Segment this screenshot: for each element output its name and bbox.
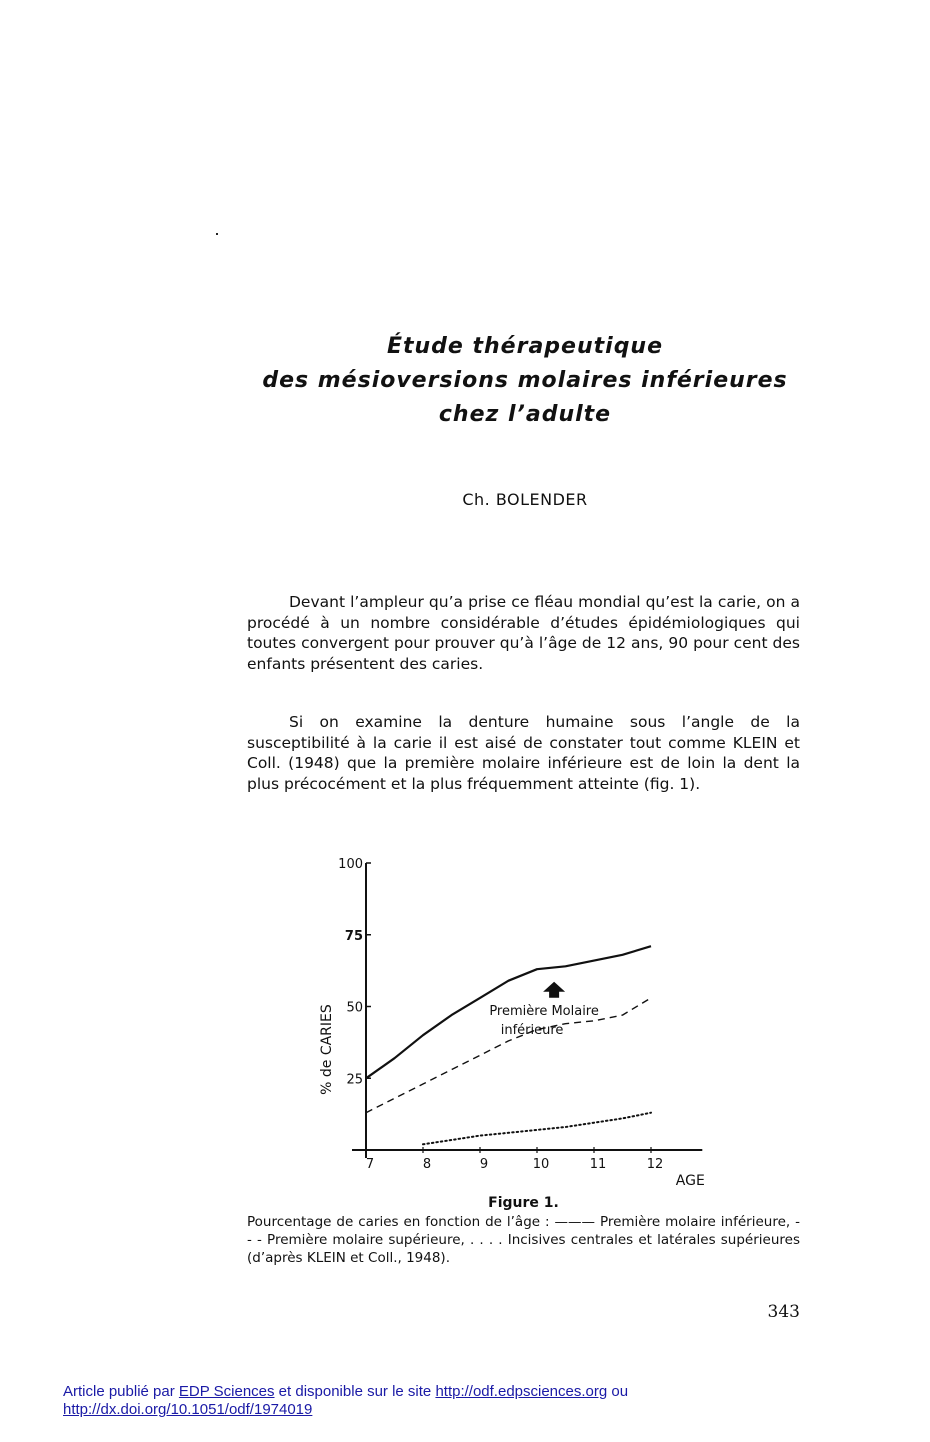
x-tick-label: 7 (365, 1157, 375, 1172)
author-name: Ch. BOLENDER (462, 490, 588, 509)
y-axis-label: % de CARIES (319, 1004, 335, 1095)
doi-link[interactable]: http://dx.doi.org/10.1051/odf/1974019 (63, 1401, 313, 1418)
x-tick-label: 10 (532, 1157, 550, 1172)
title-line-3: chez l’adulte (438, 402, 612, 427)
edp-sciences-link[interactable]: EDP Sciences (178, 1383, 275, 1400)
arrow-up-icon (543, 982, 565, 998)
title-line-1: Étude thérapeutique (386, 334, 664, 359)
series-line-dotted (423, 1113, 651, 1145)
odf-site-link[interactable]: http://odf.edpsciences.org (435, 1383, 608, 1400)
y-tick-label: 50 (346, 1000, 363, 1016)
page-number: 343 (767, 1302, 800, 1322)
paragraph-2: Si on examine la denture humaine sous l’angle de la susceptibilité à la carie il est aisé de constater tout comme KLEIN et Coll. (1948) que la première molaire inférieure est de loin la dent la plus précocément et la plus fréquemment atteinte (fig. 1). (247, 713, 800, 793)
caries-line-chart (300, 850, 740, 1190)
publisher-footer (63, 1383, 913, 1419)
x-tick-label: 8 (422, 1157, 432, 1172)
x-axis-label: AGE (675, 1173, 705, 1189)
annotation-line-1: Première Molaire (489, 1003, 599, 1019)
y-tick-label: 100 (338, 857, 363, 872)
footer-text-1: Article publié par (63, 1383, 179, 1400)
footer-text-3: ou (607, 1383, 629, 1400)
footer-text-2: et disponible sur le site (274, 1383, 436, 1400)
y-tick-label: 75 (344, 928, 363, 944)
figure-caption: Pourcentage de caries en fonction de l’âge : ——— Première molaire inférieure, - - - Première molaire supérieure, . . . . Incisives centrales et latérales supérieures (d’après KLEIN et Coll., 1948). (247, 1214, 800, 1266)
figure-title: Figure 1. (488, 1195, 559, 1211)
article-title (230, 330, 820, 432)
y-tick-label: 25 (346, 1072, 363, 1088)
stray-mark (216, 233, 218, 235)
x-tick-label: 12 (646, 1157, 664, 1172)
annotation-line-2: inférieure (500, 1022, 564, 1038)
x-tick-label: 9 (479, 1157, 489, 1172)
paragraph-1: Devant l’ampleur qu’a prise ce fléau mondial qu’est la carie, on a procédé à un nombre considérable d’études épidémiologiques qui toutes convergent pour prouver qu’à l’âge de 12 ans, 90 pour cent des enfants présentent des caries. (247, 593, 800, 673)
x-tick-label: 11 (589, 1157, 607, 1172)
title-line-2: des mésioversions molaires inférieures (262, 368, 788, 393)
